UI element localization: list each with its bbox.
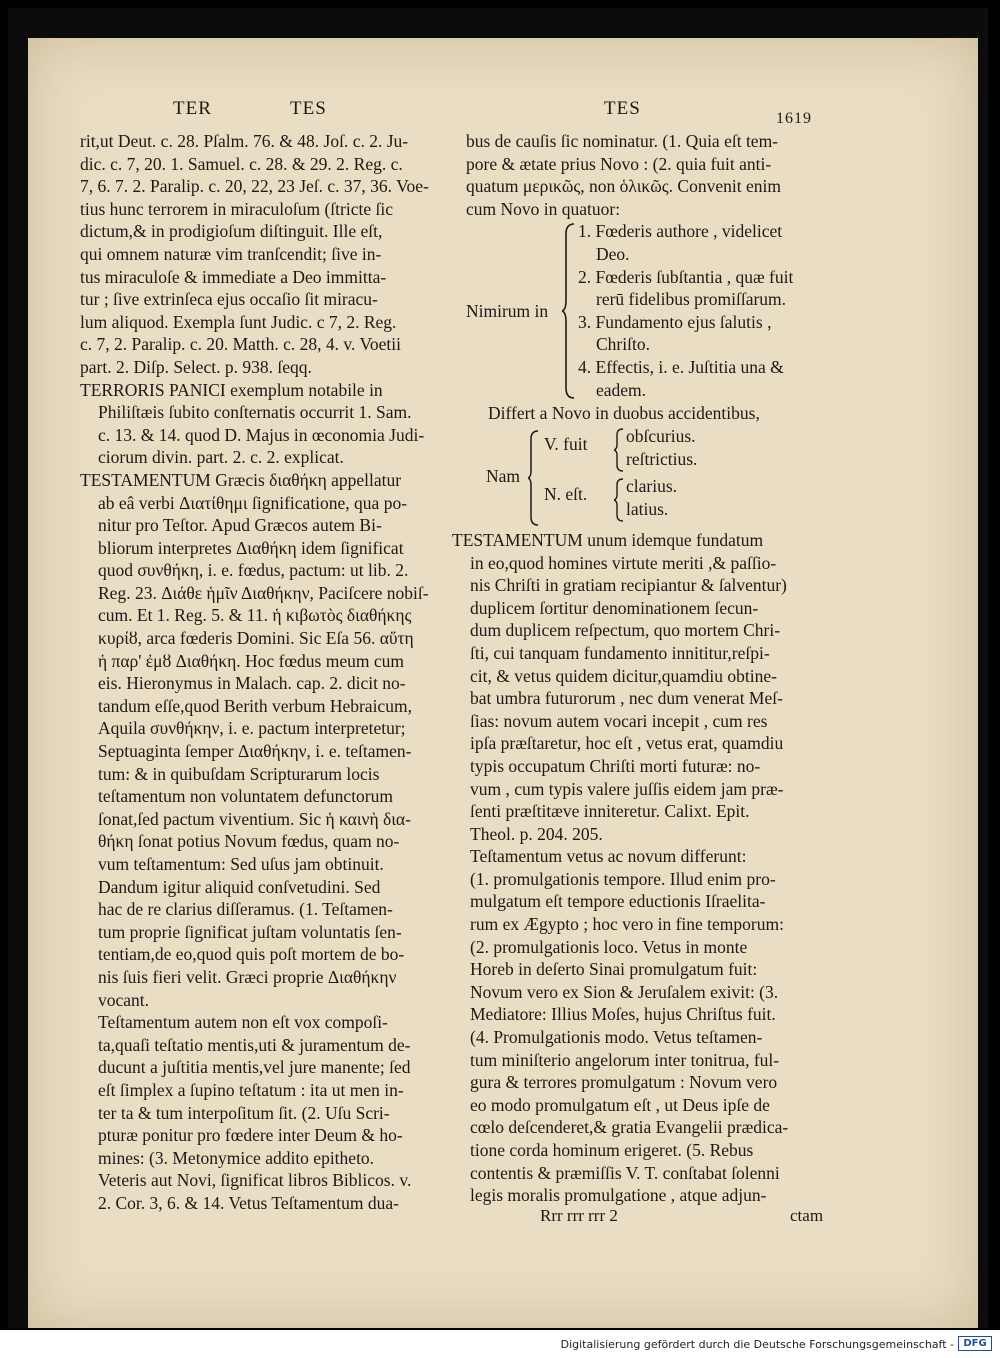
brace2-v-label: V. fuit [544, 433, 588, 454]
text-line: quatum μερικῶς, non ὁλικῶς. Convenit enim [466, 176, 781, 197]
text-line: Novum vero ex Sion & Jeruſalem exivit: (3. [470, 981, 779, 1002]
text-line: (1. promulgationis tempore. Illud enim pro- [470, 868, 776, 889]
text-line: nis Chriſti in gratiam recipiantur & ſalventur) [470, 575, 787, 596]
brace-block-2 [466, 425, 839, 529]
text-line: (4. Promulgationis modo. Vetus teſtamen- [470, 1027, 763, 1048]
text-line: tum proprie ſignificat juſtam voluntatis ſen- [98, 921, 402, 942]
text-line: tius hunc terrorem in miraculoſum (ſtricte ſic [80, 198, 393, 219]
text-line: dic. c. 7, 20. 1. Samuel. c. 28. & 29. 2. Reg. c. [80, 153, 403, 174]
signature-mark: Rrr rrr rrr 2 [540, 1206, 618, 1225]
text-line: TERRORIS PANICI exemplum notabile in [80, 379, 383, 400]
left-column [80, 130, 451, 1215]
text-line: bus de cauſis ſic nominatur. (1. Quia eſt tem- [466, 131, 779, 151]
brace1-items [578, 220, 838, 401]
text-line: Horeb in deſerto Sinai promulgatum fuit: [470, 959, 758, 980]
brace2-n-label: N. eſt. [544, 483, 588, 504]
text-line: teſtamentum non voluntatem defunctorum [98, 786, 393, 807]
text-line: dum duplicem reſpectum, quo mortem Chri- [470, 620, 781, 641]
brace-item: obſcurius. [626, 425, 696, 446]
running-head-tes-left: TES [290, 98, 327, 119]
text-line: ſti, cui tanquam fundamento innititur,reſpi- [470, 642, 770, 663]
brace-item: 3. Fundamento ejus ſalutis , [578, 311, 772, 332]
book-page [28, 38, 978, 1328]
page-number: 1619 [776, 110, 812, 127]
text-line: ἡ παρ' ἐμȣ Διαθήκη. Hoc fœdus meum cum [98, 650, 404, 671]
text-line: tione corda hominum erigeret. (5. Rebus [470, 1140, 754, 1160]
text-line: legis moralis promulgatione , atque adjun- [470, 1185, 767, 1206]
text-line: pturæ ponitur pro fœdere inter Deum & ho- [98, 1125, 403, 1146]
brace2-v-items [626, 425, 697, 470]
text-line: θήκη ſonat potius Novum fœdus, quam no- [98, 831, 400, 852]
text-line: typis occupatum Chriſti morti futuræ: no- [470, 755, 761, 776]
text-line: nis ſuis fieri velit. Græci proprie Διαθήκην [98, 966, 397, 987]
brace-item: reſtrictius. [626, 448, 698, 469]
text-line: Septuaginta ſemper Διαθήκην, i. e. teſtamen- [98, 741, 412, 762]
text-line: TESTAMENTUM Græcis διαθήκη appellatur [80, 469, 402, 490]
footer-credit: Digitalisierung gefördert durch die Deutsche Forschungsgemeinschaft - [560, 1338, 954, 1351]
brace-item: 4. Effectis, i. e. Juſtitia una & [578, 356, 784, 377]
text-line: cœlo deſcenderet,& gratia Evangelii prædica- [470, 1117, 789, 1138]
text-line: Philiſtæis ſubito conſternatis occurrit 1. Sam. [98, 402, 412, 423]
text-line: 2. Cor. 3, 6. & 14. Vetus Teſtamentum dua- [98, 1192, 399, 1213]
text-line: pore & ætate prius Novo : (2. quia fuit anti- [466, 153, 772, 174]
text-line: (2. promulgationis loco. Vetus in monte [470, 936, 748, 957]
text-line: Mediatore: Illius Moſes, hujus Chriſtus fuit. [470, 1004, 776, 1025]
text-line: vum teſtamentum: Sed uſus jam obtinuit. [98, 854, 384, 874]
brace2-v-glyph [614, 427, 624, 473]
brace-item: rerū fidelibus promiſſarum. [596, 289, 787, 310]
text-line: vocant. [98, 989, 150, 1010]
dfg-logo-icon: DFG [958, 1336, 992, 1351]
scan-frame [8, 8, 988, 1328]
text-line: eis. Hieronymus in Malach. cap. 2. dicit no- [98, 673, 406, 694]
text-line: quod συνθήκη, i. e. fœdus, pactum: ut lib. 2. [98, 560, 409, 581]
text-line: nitur pro Teſtor. Apud Græcos autem Bi- [98, 515, 382, 536]
text-line: cit, & vetus quidem dicitur,quamdiu obtine- [470, 665, 777, 686]
running-head-tes-right: TES [604, 98, 641, 119]
running-head-ter: TER [173, 98, 212, 119]
text-line: c. 13. & 14. quod D. Majus in œconomia Judi- [98, 424, 425, 445]
text-line: Reg. 23. Διάθε ἡμῖν Διαθήκην, Paciſcere nobiſ- [98, 582, 429, 603]
text-line: tur ; ſive extrinſeca ejus occaſio ſit miracu- [80, 289, 378, 310]
text-line: bat umbra futurorum , nec dum venerat Meſ- [470, 688, 783, 709]
text-line: part. 2. Diſp. Select. p. 938. ſeqq. [80, 356, 312, 377]
text-line: Dandum igitur aliquid conſvetudini. Sed [98, 876, 381, 897]
text-line: ipſa præſtaretur, hoc eſt , vetus erat, quamdiu [470, 733, 784, 754]
text-line: tum miniſterio angelorum inter tonitrua, ful- [470, 1049, 780, 1070]
text-line: ciorum divin. part. 2. c. 2. explicat. [98, 447, 344, 468]
text-line: mines: (3. Metonymice addito epitheto. [98, 1147, 375, 1168]
text-line: ab eâ verbi Διατίθημι ſignificatione, qua po- [98, 492, 408, 513]
text-line: ter ta & tum interpoſitum ſit. (2. Uſu Scri- [98, 1102, 390, 1123]
brace2-n-items [626, 475, 677, 520]
text-line: gura & terrores promulgatum : Novum vero [470, 1072, 778, 1093]
brace1-lead: Nimirum in [466, 301, 549, 322]
brace-item: Chriſto. [596, 334, 650, 355]
right-column [452, 130, 839, 1207]
text-line: tandum eſſe,quod Berith verbum Hebraicum, [98, 695, 412, 716]
text-line: Theol. p. 204. 205. [470, 823, 603, 844]
text-line: in eo,quod homines virtute meriti ,& paſſio- [470, 552, 777, 573]
text-line: ta,quaſi teſtatio mentis,uti & juramentum de- [98, 1034, 411, 1055]
brace2-outer-glyph [528, 429, 540, 527]
text-line: contentis & præmiſſis V. T. conſtabat ſolenni [470, 1162, 780, 1183]
brace-item: latius. [626, 498, 669, 519]
text-line: vum , cum typis valere juſſis eidem jam præ- [470, 778, 784, 799]
text-line: Teſtamentum autem non eſt vox compoſi- [98, 1012, 388, 1033]
right-column-bottom [452, 529, 839, 1207]
text-line: c. 7, 2. Paralip. c. 20. Matth. c. 28, 4. v. Voetii [80, 334, 401, 355]
text-line: rum ex Ægypto ; hoc vero in fine temporum: [470, 914, 784, 935]
brace-item: 2. Fœderis ſubſtantia , quæ fuit [578, 266, 794, 287]
brace-item: Deo. [596, 243, 630, 264]
text-line: κυρίȣ, arca fœderis Domini. Sic Eſa 56. αὕτη [98, 628, 414, 649]
text-line: hac de re clarius diſſeramus. (1. Teſtamen- [98, 899, 393, 920]
right-column-top [466, 130, 839, 220]
text-line: ſonat,ſed pactum viventium. Sic ἡ καινὴ δια- [98, 808, 411, 829]
brace2-lead: Nam [486, 465, 521, 486]
text-line: Veteris aut Novi, ſignificat libros Biblicos. v. [98, 1170, 412, 1191]
text-line: tentiam,de eo,quod quis poſt mortem de bo- [98, 944, 405, 965]
brace-block-1 [466, 220, 839, 402]
text-line: eſt ſimplex a ſupino teſtatum : ita ut men in- [98, 1079, 404, 1100]
text-line: rit,ut Deut. c. 28. Pſalm. 76. & 48. Joſ. c. 2. Ju- [80, 131, 409, 151]
text-line: lum aliquod. Exempla ſunt Judic. c 7, 2. Reg. [80, 311, 397, 332]
brace2-n-glyph [614, 477, 624, 523]
brace-item: 1. Fœderis authore , videlicet [578, 221, 783, 242]
text-line: eo modo promulgatum eſt , ut Deus ipſe de [470, 1094, 770, 1115]
text-line: tus miraculoſe & immediate a Deo immitta- [80, 266, 387, 287]
text-line: Teſtamentum vetus ac novum differunt: [470, 846, 747, 867]
text-line: bliorum interpretes Διαθήκη idem ſignificat [98, 537, 404, 558]
brace-item: clarius. [626, 475, 678, 496]
text-line: Aquila συνθήκην, i. e. pactum interpretetur; [98, 718, 406, 739]
text-line: tum: & in quibuſdam Scripturarum locis [98, 763, 380, 784]
brace1-glyph [562, 222, 576, 400]
text-line: 7, 6. 7. 2. Paralip. c. 20, 22, 23 Jeſ. c. 37, 36. Voe- [80, 176, 429, 197]
differt-line: Differt a Novo in duobus accidentibus, [488, 403, 760, 424]
text-line: TESTAMENTUM unum idemque fundatum [452, 529, 764, 550]
text-line: ducunt a juſtitia mentis,vel jure manente; ſed [98, 1057, 411, 1078]
custos-word: ctam [790, 1206, 824, 1225]
text-line: mulgatum eſt tempore eductionis Iſraelita- [470, 891, 766, 912]
text-line: ſias: novum autem vocari incepit , cum res [470, 710, 768, 731]
text-line: ſenti præſtitæve inniteretur. Calixt. Epit. [470, 801, 750, 822]
text-line: duplicem ſortitur denominationem ſecun- [470, 597, 759, 618]
text-line: cum Novo in quatuor: [466, 198, 621, 219]
brace-item: eadem. [596, 379, 647, 400]
text-line: qui omnem naturæ vim tranſcendit; ſive in- [80, 243, 382, 264]
text-line: cum. Et 1. Reg. 5. & 11. ἡ κιβωτὸς διαθήκης [98, 605, 412, 626]
text-line: dictum,& in prodigioſum diſtinguit. Ille eſt, [80, 221, 383, 242]
